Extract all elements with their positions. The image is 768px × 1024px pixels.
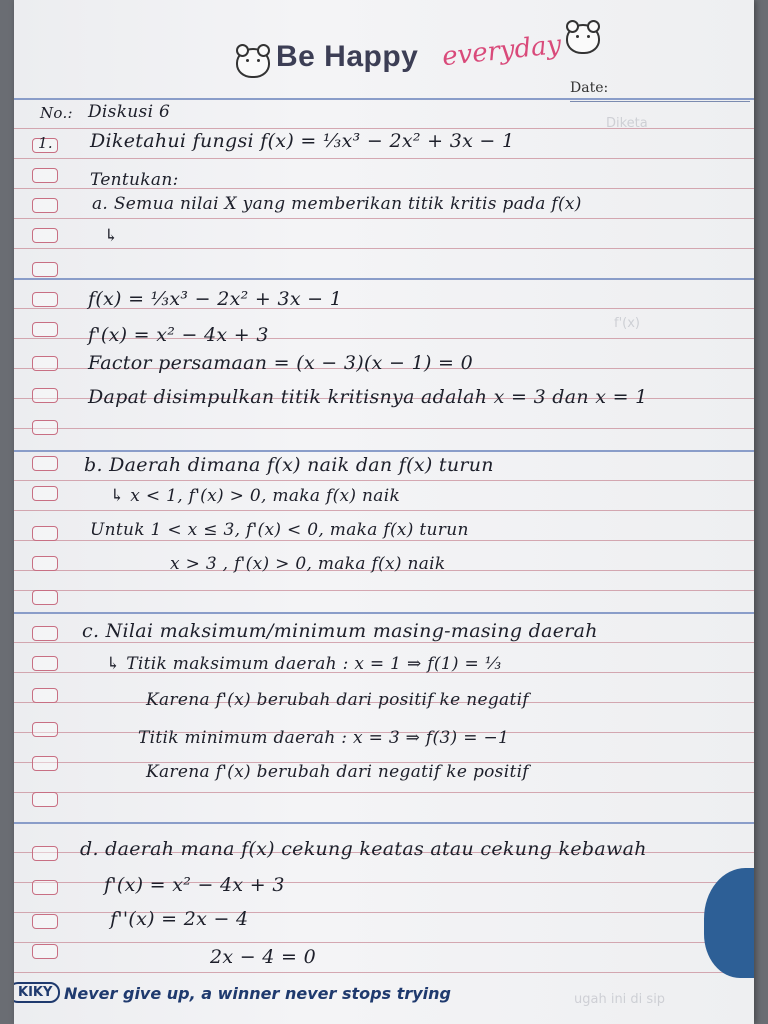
- notebook-footer: [14, 980, 754, 1010]
- brand-title: Be Happy: [276, 40, 419, 73]
- row-checkbox: [32, 880, 58, 895]
- row-checkbox: [32, 590, 58, 605]
- part-d-line-3: 2x − 4 = 0: [210, 946, 316, 968]
- row-checkbox: [32, 756, 58, 771]
- critical-points-conclusion: Dapat disimpulkan titik kritisnya adalah x = 3 dan x = 1: [88, 386, 648, 408]
- part-d-question: d. daerah mana f(x) cekung keatas atau cekung kebawah: [80, 838, 647, 860]
- row-checkbox: [32, 656, 58, 671]
- bleed-through-text: ugah ini di sip: [574, 992, 666, 1007]
- row-checkbox: [32, 322, 58, 337]
- first-derivative: f'(x) = x² − 4x + 3: [88, 324, 269, 346]
- row-checkbox: [32, 626, 58, 641]
- row-checkbox: [32, 846, 58, 861]
- row-checkbox: [32, 688, 58, 703]
- factor-equation: Factor persamaan = (x − 3)(x − 1) = 0: [88, 352, 473, 374]
- problem-statement: Diketahui fungsi f(x) = ⅓x³ − 2x² + 3x − 1: [90, 130, 515, 152]
- row-checkbox: [32, 356, 58, 371]
- row-checkbox: [32, 526, 58, 541]
- part-d-line-1: f'(x) = x² − 4x + 3: [104, 874, 285, 896]
- part-c-question: c. Nilai maksimum/minimum masing-masing daerah: [82, 620, 598, 642]
- row-checkbox: [32, 722, 58, 737]
- row-checkbox: [32, 792, 58, 807]
- arrow-a: ↳: [104, 226, 119, 246]
- row-checkbox: [32, 420, 58, 435]
- part-c-line-4: Karena f'(x) berubah dari negatif ke positif: [146, 762, 529, 782]
- brand-script: everyday: [440, 29, 563, 73]
- problem-number: 1.: [38, 134, 53, 152]
- bear-icon: [236, 48, 270, 78]
- part-c-line-2: Karena f'(x) berubah dari positif ke negatif: [146, 690, 529, 710]
- part-a-question: a. Semua nilai X yang memberikan titik kritis pada f(x): [92, 194, 582, 214]
- date-label: Date:: [570, 80, 609, 96]
- part-c-line-3: Titik minimum daerah : x = 3 ⇒ f(3) = −1: [138, 728, 510, 748]
- row-checkbox: [32, 456, 58, 471]
- part-c-line-1: ↳ Titik maksimum daerah : x = 1 ⇒ f(1) = ⅓: [106, 654, 502, 674]
- row-checkbox: [32, 198, 58, 213]
- row-checkbox: [32, 914, 58, 929]
- function-definition: f(x) = ⅓x³ − 2x² + 3x − 1: [88, 288, 343, 310]
- part-d-line-2: f''(x) = 2x − 4: [110, 908, 249, 930]
- row-checkbox: [32, 262, 58, 277]
- row-checkbox: [32, 486, 58, 501]
- row-checkbox: [32, 228, 58, 243]
- part-b-line-2: Untuk 1 < x ≤ 3, f'(x) < 0, maka f(x) turun: [90, 520, 469, 540]
- part-b-line-3: x > 3 , f'(x) > 0, maka f(x) naik: [170, 554, 446, 574]
- row-checkbox: [32, 168, 58, 183]
- notebook-header: [14, 14, 754, 76]
- notebook-page: [14, 0, 754, 1024]
- bleed-through-text: f'(x): [614, 316, 640, 331]
- bleed-through-text: Diketa: [606, 116, 648, 131]
- instruction-text: Tentukan:: [90, 170, 179, 190]
- row-checkbox: [32, 944, 58, 959]
- footer-slogan: Never give up, a winner never stops trying: [64, 984, 451, 1003]
- row-checkbox: [32, 388, 58, 403]
- row-checkbox: [32, 556, 58, 571]
- footer-badge: KIKY: [14, 982, 60, 1003]
- bear-icon: [566, 24, 600, 54]
- row-checkbox: [32, 292, 58, 307]
- part-b-question: b. Daerah dimana f(x) naik dan f(x) turun: [84, 454, 494, 476]
- part-b-line-1: ↳ x < 1, f'(x) > 0, maka f(x) naik: [110, 486, 401, 506]
- page-title: Diskusi 6: [88, 102, 171, 122]
- no-label: No.:: [40, 104, 73, 122]
